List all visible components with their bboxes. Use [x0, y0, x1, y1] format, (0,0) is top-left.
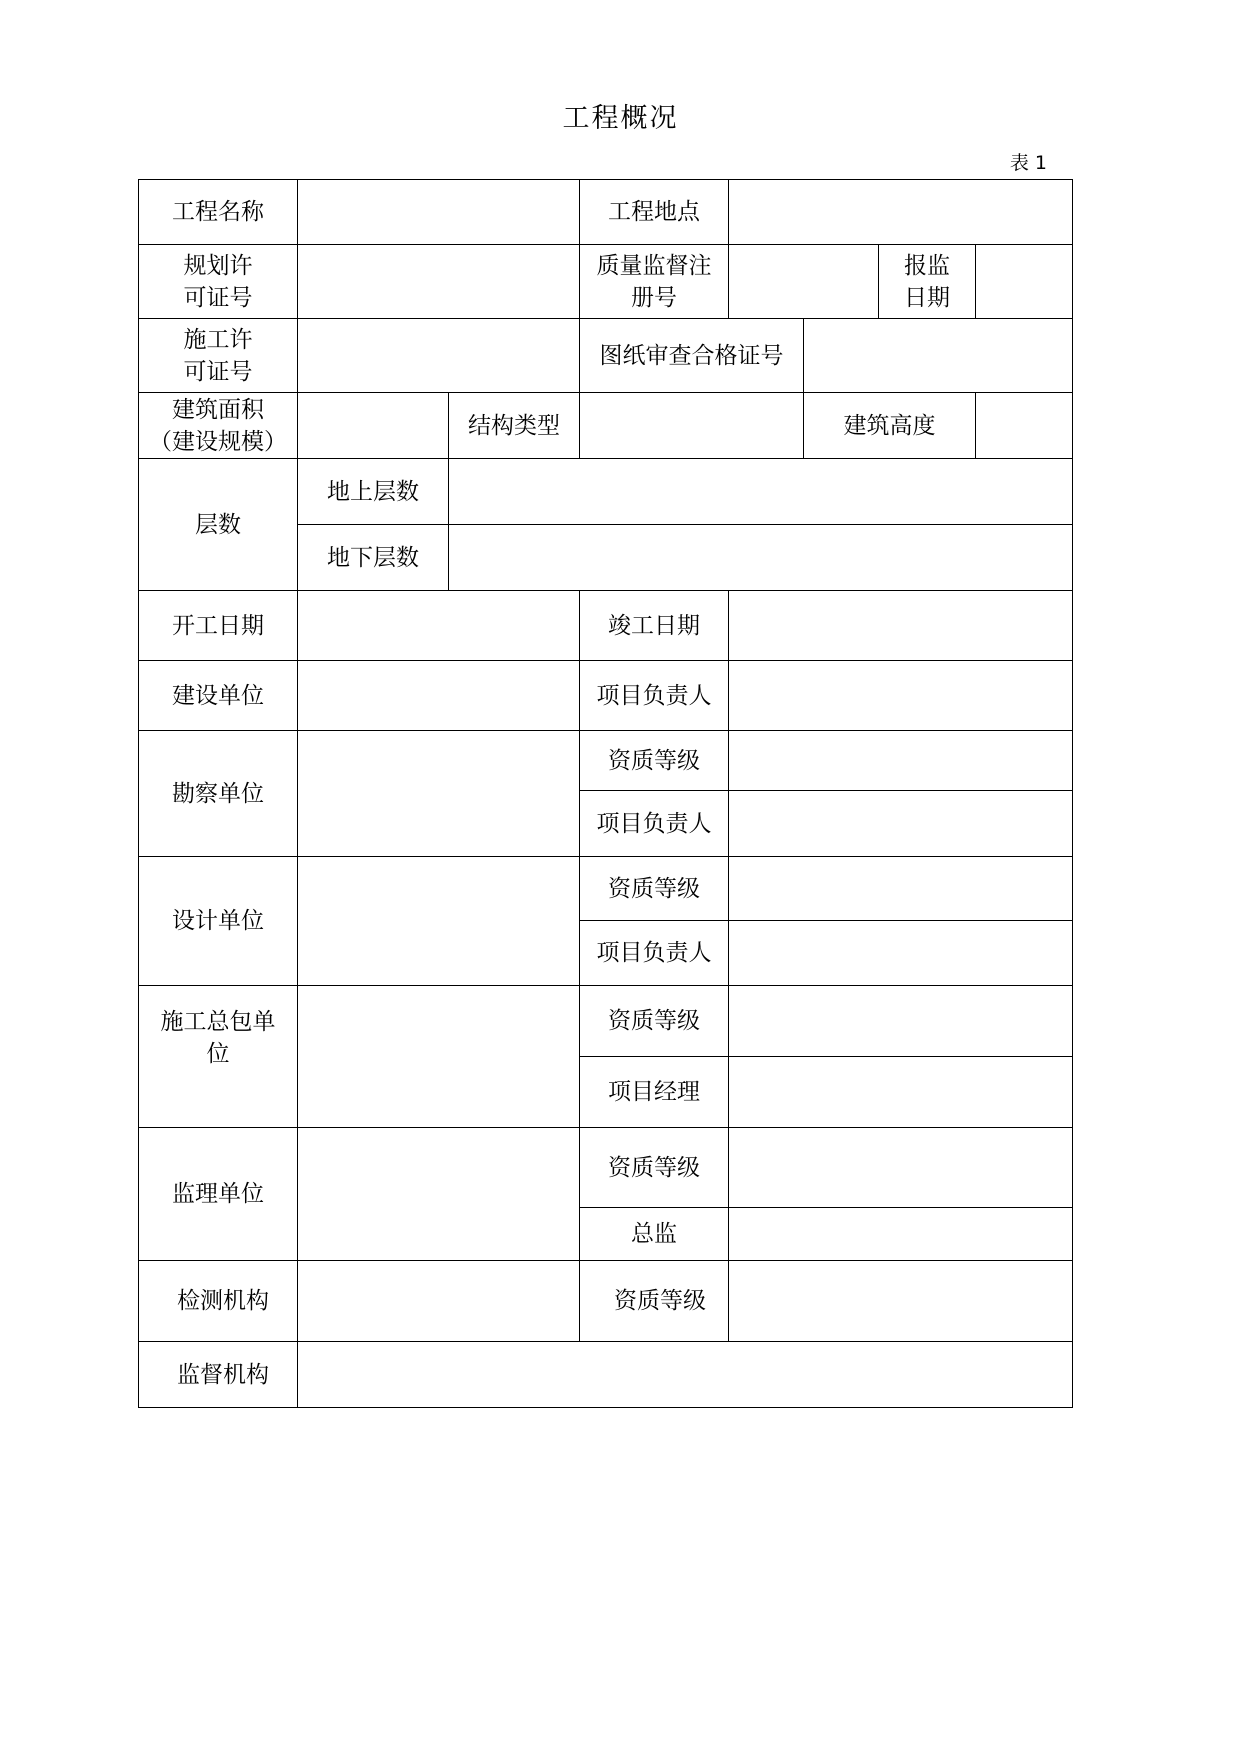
building-area-field[interactable]: [298, 393, 449, 459]
start-date-field[interactable]: [298, 591, 580, 661]
drawing-review-cert-label: 图纸审查合格证号: [580, 319, 804, 393]
survey-unit-label: 勘察单位: [139, 731, 298, 857]
testing-qualification-label: 资质等级: [580, 1261, 729, 1342]
quality-supervision-reg-label: 质量监督注 册号: [580, 245, 729, 319]
structure-type-field[interactable]: [580, 393, 804, 459]
table-row: [139, 180, 1073, 245]
completion-date-label: 竣工日期: [580, 591, 729, 661]
table-row: [139, 731, 1073, 791]
building-height-label: 建筑高度: [804, 393, 976, 459]
testing-qualification-field[interactable]: [729, 1261, 1073, 1342]
oversight-agency-field[interactable]: [298, 1342, 1073, 1408]
general-contractor-field[interactable]: [298, 986, 580, 1128]
floors-below-field[interactable]: [449, 525, 1073, 591]
table-row: [139, 393, 1073, 459]
contractor-pm-field[interactable]: [729, 1057, 1073, 1128]
oversight-agency-label: 监督机构: [139, 1342, 298, 1408]
contractor-qualification-field[interactable]: [729, 986, 1073, 1057]
floors-below-label: 地下层数: [298, 525, 449, 591]
contractor-pm-label: 项目经理: [580, 1057, 729, 1128]
design-unit-label: 设计单位: [139, 857, 298, 986]
report-date-field[interactable]: [976, 245, 1073, 319]
chief-supervisor-label: 总监: [580, 1208, 729, 1261]
design-pm-label: 项目负责人: [580, 921, 729, 986]
owner-pm-field[interactable]: [729, 661, 1073, 731]
design-unit-field[interactable]: [298, 857, 580, 986]
survey-qualification-field[interactable]: [729, 731, 1073, 791]
supervision-unit-field[interactable]: [298, 1128, 580, 1261]
design-qualification-label: 资质等级: [580, 857, 729, 921]
testing-agency-field[interactable]: [298, 1261, 580, 1342]
table-row: [139, 459, 1073, 525]
owner-unit-field[interactable]: [298, 661, 580, 731]
design-pm-field[interactable]: [729, 921, 1073, 986]
supervision-unit-label: 监理单位: [139, 1128, 298, 1261]
contractor-qualification-label: 资质等级: [580, 986, 729, 1057]
table-row: [139, 319, 1073, 393]
project-name-field[interactable]: [298, 180, 580, 245]
construction-permit-field[interactable]: [298, 319, 580, 393]
construction-permit-label: 施工许 可证号: [139, 319, 298, 393]
supervision-qualification-field[interactable]: [729, 1128, 1073, 1208]
project-overview-table: [138, 179, 1073, 1408]
survey-qualification-label: 资质等级: [580, 731, 729, 791]
table-row: [139, 1128, 1073, 1208]
page-title: 工程概况: [562, 103, 679, 134]
table-number: 表 1: [1009, 152, 1047, 174]
survey-unit-field[interactable]: [298, 731, 580, 857]
planning-permit-field[interactable]: [298, 245, 580, 319]
table-row: [139, 591, 1073, 661]
planning-permit-label: 规划许 可证号: [139, 245, 298, 319]
testing-agency-label: 检测机构: [139, 1261, 298, 1342]
survey-pm-label: 项目负责人: [580, 791, 729, 857]
project-location-label: 工程地点: [580, 180, 729, 245]
table-row: [139, 661, 1073, 731]
quality-supervision-reg-field[interactable]: [729, 245, 879, 319]
floors-above-field[interactable]: [449, 459, 1073, 525]
start-date-label: 开工日期: [139, 591, 298, 661]
design-qualification-field[interactable]: [729, 857, 1073, 921]
project-location-field[interactable]: [729, 180, 1073, 245]
table-row: [139, 1261, 1073, 1342]
drawing-review-cert-field[interactable]: [804, 319, 1073, 393]
chief-supervisor-field[interactable]: [729, 1208, 1073, 1261]
building-area-label: 建筑面积 （建设规模）: [139, 393, 298, 459]
general-contractor-label: 施工总包单 位: [139, 986, 298, 1128]
completion-date-field[interactable]: [729, 591, 1073, 661]
structure-type-label: 结构类型: [449, 393, 580, 459]
floors-above-label: 地上层数: [298, 459, 449, 525]
report-date-label: 报监 日期: [879, 245, 976, 319]
supervision-qualification-label: 资质等级: [580, 1128, 729, 1208]
owner-unit-label: 建设单位: [139, 661, 298, 731]
owner-pm-label: 项目负责人: [580, 661, 729, 731]
table-row: [139, 1342, 1073, 1408]
building-height-field[interactable]: [976, 393, 1073, 459]
table-row: [139, 245, 1073, 319]
floors-label: 层数: [139, 459, 298, 591]
table-row: [139, 986, 1073, 1057]
project-name-label: 工程名称: [139, 180, 298, 245]
table-row: [139, 857, 1073, 921]
survey-pm-field[interactable]: [729, 791, 1073, 857]
